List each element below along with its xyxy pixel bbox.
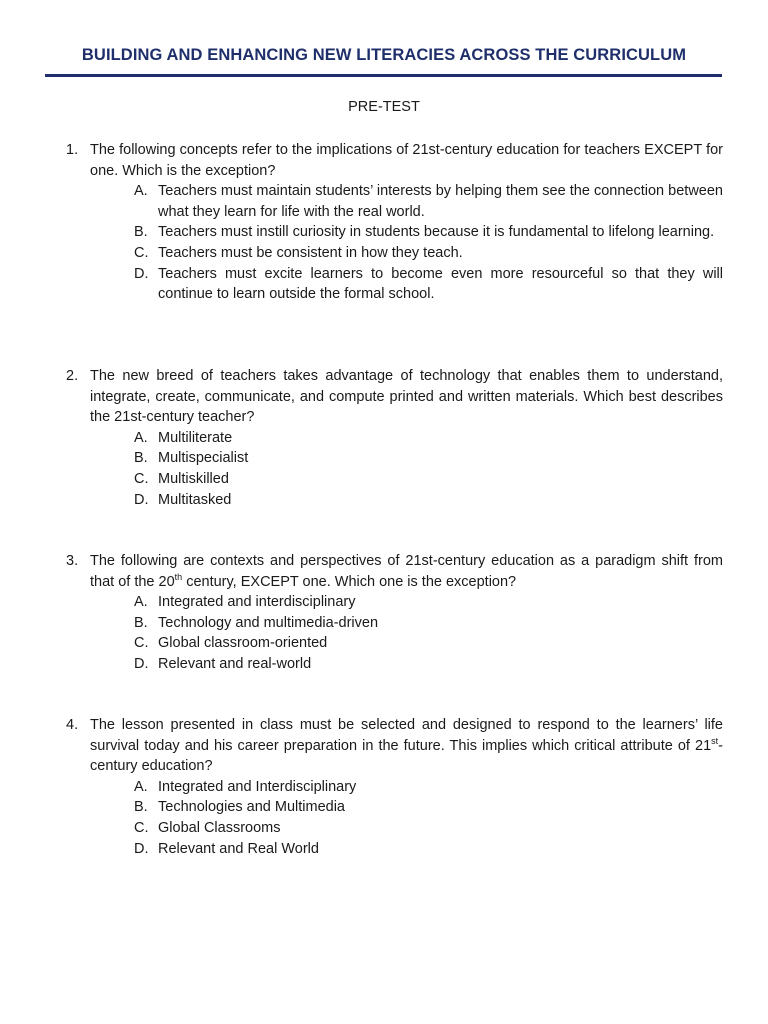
question-text: The new breed of teachers takes advantage of technology that enables them to understand, integrate, create, communicate, and compute printed and written materials. Which best describes the 21st-century teacher? [90, 368, 723, 426]
question-text-part: -century education? [90, 737, 723, 775]
answer-options [134, 777, 723, 859]
option-text: Teachers must be consistent in how they teach. [158, 244, 463, 261]
option-text: Relevant and real-world [158, 655, 312, 672]
option-b [134, 613, 723, 634]
option-text: Teachers must maintain students’ interests by helping them see the connection between what they learn for life with the real world. [158, 183, 723, 220]
option-letter: C. [134, 635, 149, 652]
option-b [134, 797, 723, 818]
option-text: Integrated and Interdisciplinary [158, 778, 357, 795]
option-letter: D. [134, 265, 149, 282]
document-title: BUILDING AND ENHANCING NEW LITERACIES ACROSS THE CURRICULUM [81, 46, 687, 64]
option-b [134, 448, 723, 469]
question-text [90, 715, 723, 777]
question-4 [66, 715, 723, 859]
option-text: Teachers must excite learners to become even more resourceful so that they will continue to learn outside the formal school. [158, 265, 723, 303]
option-letter: B. [134, 224, 148, 241]
option-c [134, 818, 723, 839]
option-text: Teachers must instill curiosity in students because it is fundamental to lifelong learning. [158, 224, 715, 241]
option-a [134, 592, 723, 613]
option-letter: A. [134, 778, 148, 795]
question-number: 4. [66, 717, 79, 733]
option-letter: D. [134, 840, 149, 857]
option-text: Global classroom-oriented [158, 635, 328, 652]
option-a [134, 777, 723, 798]
option-d [134, 264, 723, 305]
option-text: Relevant and Real World [158, 840, 319, 857]
answer-options [134, 592, 723, 674]
question-text-part: The following are contexts and perspectives of 21st-century education as a paradigm shift from that of the 20 [90, 553, 723, 590]
answer-options [134, 181, 723, 305]
option-text: Integrated and interdisciplinary [158, 594, 356, 611]
question-text: The following concepts refer to the implications of 21st-century education for teachers EXCEPT for one. Which is the exception? [90, 142, 723, 179]
pretest-heading: PRE-TEST [348, 99, 420, 115]
option-letter: D. [134, 491, 149, 508]
option-text: Technologies and Multimedia [158, 799, 345, 816]
option-d [134, 490, 723, 511]
question-text-part: The lesson presented in class must be selected and designed to respond to the learners’ life survival today and his career preparation in the future. This implies which critical attribute of 21 [90, 717, 723, 754]
option-c [134, 469, 723, 490]
option-letter: B. [134, 614, 148, 631]
option-text: Multiliterate [158, 429, 233, 446]
option-text: Multiskilled [158, 470, 229, 487]
question-number: 2. [66, 368, 79, 384]
option-d [134, 654, 723, 675]
title-underline [45, 74, 722, 77]
option-c [134, 243, 723, 264]
option-text: Global Classrooms [158, 819, 281, 836]
option-letter: C. [134, 244, 149, 261]
question-number: 3. [66, 553, 79, 569]
option-text: Multispecialist [158, 450, 249, 467]
option-c [134, 633, 723, 654]
question-2 [66, 366, 723, 510]
question-text [90, 551, 723, 592]
option-letter: D. [134, 655, 149, 672]
question-number: 1. [66, 142, 79, 158]
question-1 [66, 140, 723, 305]
option-text: Multitasked [158, 491, 232, 508]
option-letter: A. [134, 429, 148, 446]
answer-options [134, 428, 723, 510]
option-letter: A. [134, 183, 148, 200]
option-letter: C. [134, 470, 149, 487]
option-letter: B. [134, 799, 148, 816]
option-letter: C. [134, 819, 149, 836]
option-a [134, 428, 723, 449]
ordinal-superscript: st [711, 735, 719, 746]
option-text: Technology and multimedia-driven [158, 614, 379, 631]
question-3 [66, 551, 723, 675]
option-letter: B. [134, 450, 148, 467]
ordinal-superscript: th [174, 571, 183, 582]
question-text-part: century, EXCEPT one. Which one is the exception? [182, 573, 517, 590]
option-letter: A. [134, 594, 148, 611]
option-b [134, 222, 723, 243]
option-d [134, 839, 723, 860]
option-a [134, 181, 723, 222]
